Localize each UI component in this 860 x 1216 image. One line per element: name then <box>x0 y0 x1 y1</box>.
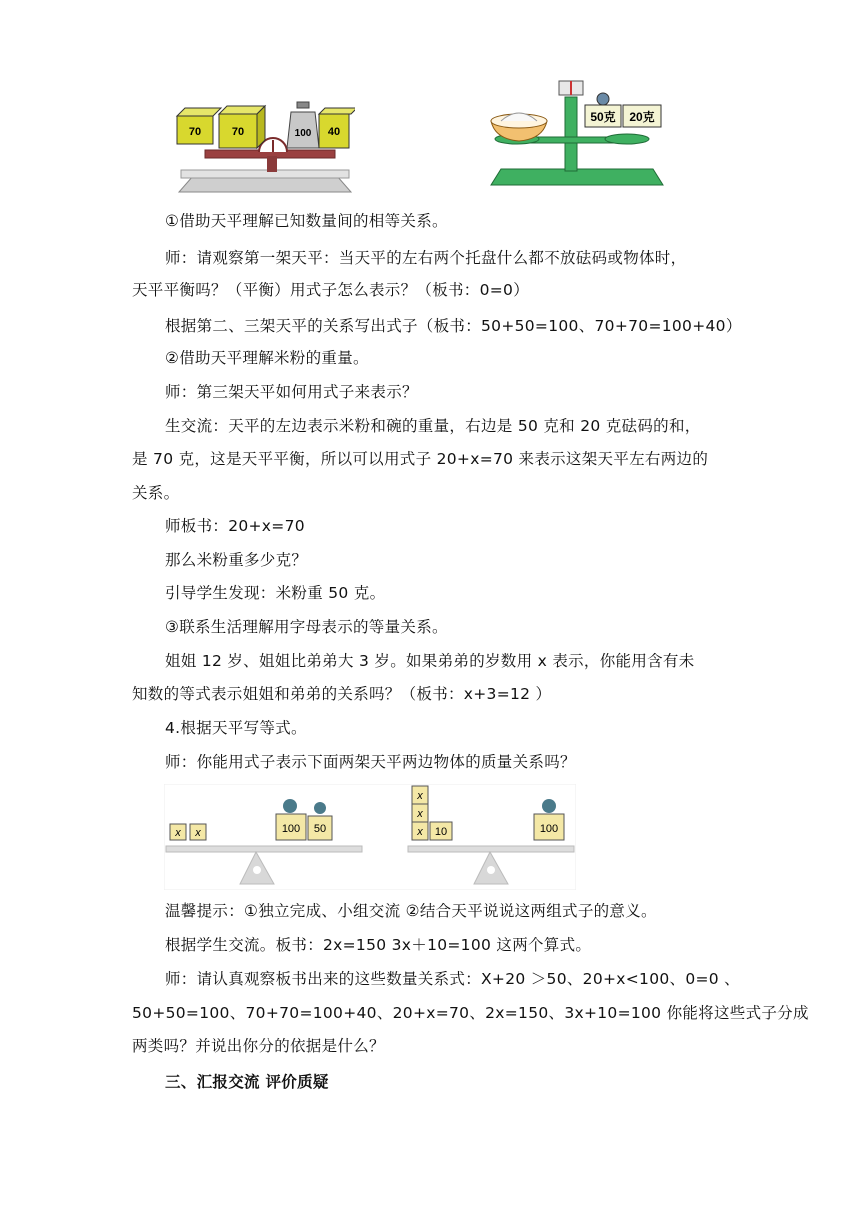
paragraph: 姐姐 12 岁、姐姐比弟弟大 3 岁。如果弟弟的岁数用 x 表示，你能用含有未 <box>165 652 695 670</box>
paragraph: 50+50=100、70+70=100+40、20+x=70、2x=150、3x+10=100 你能将这些式子分成 <box>132 1004 809 1022</box>
block-x-2 <box>190 824 206 840</box>
paragraph: ①借助天平理解已知数量间的相等关系。 <box>165 212 448 230</box>
svg-text:50克: 50克 <box>590 110 616 124</box>
paragraph: 根据第二、三架天平的关系写出式子（板书：50+50=100、70+70=100+40） <box>165 317 742 335</box>
paragraph: 是 70 克，这是天平平衡，所以可以用式子 20+x=70 来表示这架天平左右两边的 <box>132 450 709 468</box>
balance-figure-1 <box>175 98 355 194</box>
seesaw-left <box>166 799 362 884</box>
weight-50 <box>308 802 332 840</box>
balance-figure-2 <box>487 77 667 189</box>
svg-text:100: 100 <box>281 823 301 835</box>
paragraph: 4.根据天平写等式。 <box>165 719 307 737</box>
paragraph: ③联系生活理解用字母表示的等量关系。 <box>165 618 448 636</box>
paragraph: 师板书：20+x=70 <box>165 517 305 535</box>
paragraph: 师：你能用式子表示下面两架天平两边物体的质量关系吗？ <box>165 753 576 771</box>
svg-text:20克: 20克 <box>629 110 655 124</box>
weight-100-right <box>534 799 564 840</box>
svg-text:100: 100 <box>539 823 559 835</box>
weight-20g <box>623 105 661 127</box>
section-heading: 三、汇报交流 评价质疑 <box>165 1073 329 1091</box>
seesaw-right <box>408 786 574 884</box>
block-x-stack-2 <box>412 804 428 822</box>
svg-text:10: 10 <box>434 826 448 838</box>
block-x-stack-1 <box>412 786 428 804</box>
svg-text:40: 40 <box>327 126 341 138</box>
paragraph: 师：请认真观察板书出来的这些数量关系式：X+20 ＞50、20+x<100、0=0 、 <box>165 970 740 988</box>
svg-text:x: x <box>417 808 423 820</box>
block-x-stack-3 <box>412 822 428 840</box>
paragraph: 根据学生交流。板书：2x=150 3x＋10=100 这两个算式。 <box>165 936 592 954</box>
svg-text:50: 50 <box>313 823 327 835</box>
block-x-1 <box>170 824 186 840</box>
paragraph: 温馨提示：①独立完成、小组交流 ②结合天平说说这两组式子的意义。 <box>165 902 657 920</box>
weight-100 <box>287 102 319 148</box>
svg-text:x: x <box>417 826 423 838</box>
paragraph: 师：第三架天平如何用式子来表示？ <box>165 383 418 401</box>
svg-text:70: 70 <box>231 126 245 138</box>
paragraph: 关系。 <box>132 484 180 502</box>
paragraph: 天平平衡吗？（平衡）用式子怎么表示？（板书：0=0） <box>132 281 530 299</box>
box-70-a <box>177 108 221 144</box>
box-70-b <box>219 106 265 148</box>
svg-text:100: 100 <box>294 128 312 139</box>
svg-text:70: 70 <box>188 126 202 138</box>
paragraph: ②借助天平理解米粉的重量。 <box>165 349 369 367</box>
balance-figure-3-4 <box>164 784 576 890</box>
weight-50g <box>585 93 621 127</box>
paragraph: 师：请观察第一架天平：当天平的左右两个托盘什么都不放砝码或物体时， <box>165 249 687 267</box>
paragraph: 引导学生发现：米粉重 50 克。 <box>165 584 386 602</box>
svg-text:x: x <box>417 790 423 802</box>
paragraph: 生交流：天平的左边表示米粉和碗的重量，右边是 50 克和 20 克砝码的和， <box>165 417 701 435</box>
paragraph: 那么米粉重多少克？ <box>165 551 308 569</box>
box-40 <box>319 108 355 148</box>
svg-text:x: x <box>195 827 201 839</box>
svg-text:x: x <box>175 827 181 839</box>
block-10 <box>430 822 452 840</box>
paragraph: 知数的等式表示姐姐和弟弟的关系吗？（板书：x+3=12 ） <box>132 685 552 703</box>
paragraph: 两类吗？并说出你分的依据是什么？ <box>132 1037 385 1055</box>
weight-100-left <box>276 799 306 840</box>
